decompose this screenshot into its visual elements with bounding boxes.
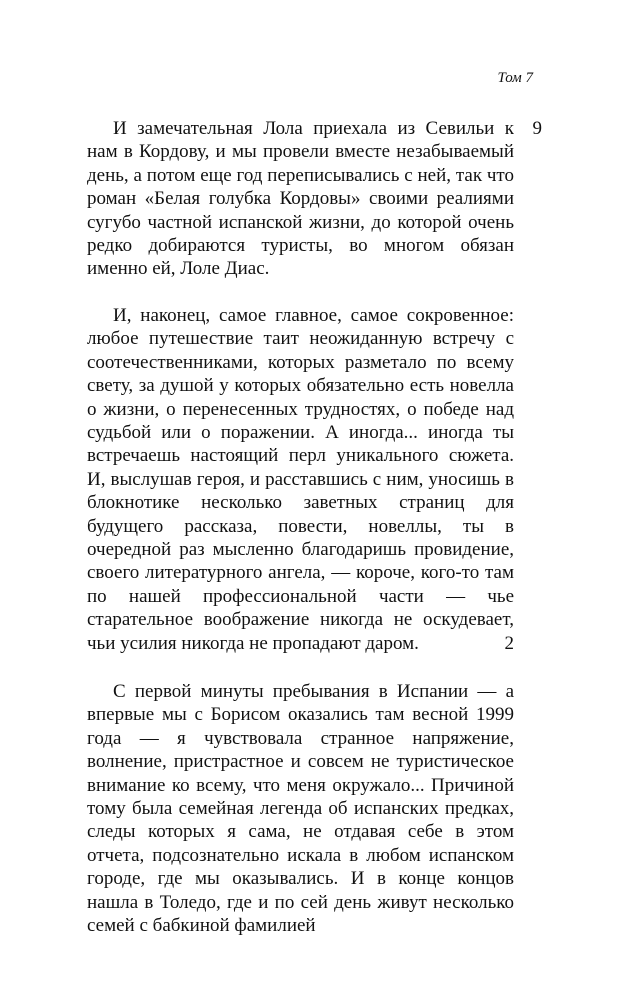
running-head: Том 7 <box>497 70 533 86</box>
paragraph-lola <box>87 117 514 281</box>
paragraph-text: С первой минуты пребывания в Испании — а впервые мы с Борисом оказались там весной 1999 года — я чувствовала странное напряжение, волнение, пристрастное и совсем не туристическое внимание ко всему, что меня окружало... Причиной тому была семейная легенда об испанских предках, следы которых я сама, не отдавая себе в этом отчета, подсознательно искала в любом испанском городе, где мы оказывались. И в конце концов нашла в Толедо, где и по сей день живут несколько семей с бабкиной фамилией <box>87 681 514 937</box>
paragraph-spain <box>87 680 514 937</box>
page-number: 9 <box>532 118 542 139</box>
paragraph-text: И, наконец, самое главное, самое сокровенное: любое путешествие таит неожиданную встречу с соотечественниками, которых разметало по всему свету, за душой у которых обязательно есть новелла о жизни, о перенесенных трудностях, о победе над судьбой или о поражении. А иногда... иногда ты встречаешь настоящий перл уникального сюжета. И, выслушав героя, и расставшись с ним, уносишь в блокнотике несколько заветных страниц для будущего рассказа, повести, новеллы, ты в очередной раз мысленно благодаришь провидение, своего литературного ангела, — короче, кого-то там по нашей профессиональной части — чье старательное воображение никогда не оскудевает, чьи усилия никогда не пропадают даром. <box>87 305 514 654</box>
paragraph-text: И замечательная Лола приехала из Севильи к нам в Кордову, и мы провели вместе незабываемый день, а потом еще год переписывались с ней, так что роман «Белая голубка Кордовы» своими реалиями сугубо частной испанской жизни, до которой очень редко добираются туристы, во многом обязан именно ей, Лоле Диас. <box>87 118 514 280</box>
paragraph-compatriots <box>87 304 514 655</box>
section-number: 2 <box>504 633 514 654</box>
